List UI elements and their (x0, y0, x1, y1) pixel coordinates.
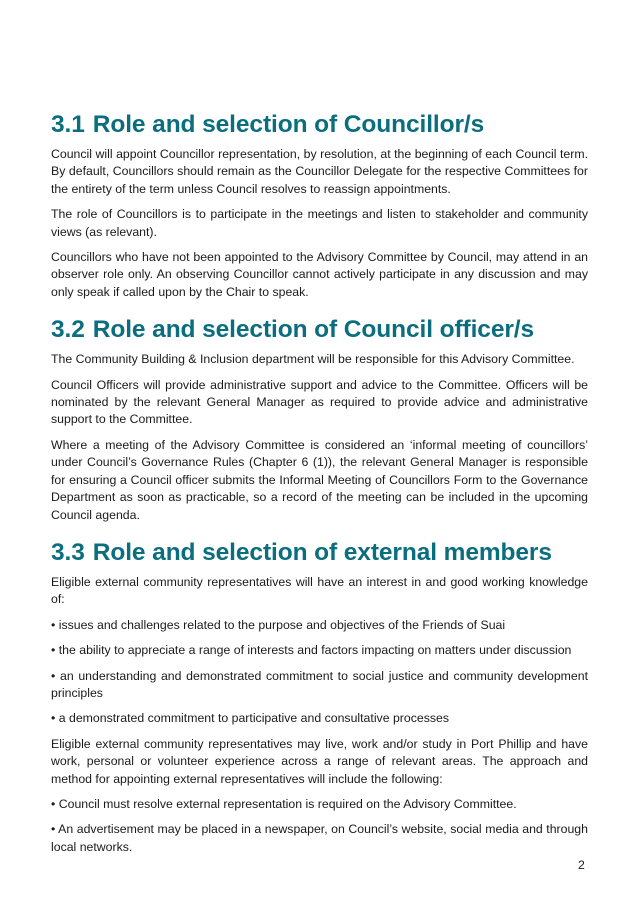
section-number: 3.1 (51, 111, 85, 138)
section-heading (51, 315, 588, 345)
bullet-item: • a demonstrated commitment to participative and consultative processes (51, 711, 449, 726)
paragraph: Councillors who have not been appointed to the Advisory Committee by Council, may attend in an observer role only. An observing Councillor cannot actively participate in any discussion and may only speak if called upon by the Chair to speak. (51, 250, 588, 299)
section-title: Role and selection of external members (92, 538, 552, 566)
section-title: Role and selection of Councillor/s (92, 111, 485, 138)
paragraph: Council will appoint Councillor representation, by resolution, at the beginning of each Council term. By default, Councillors should remain as the Councillor Delegate for the respective Committees for the entirety of the term unless Council resolves to reassign appointments. (51, 147, 588, 196)
paragraph: The Community Building & Inclusion department will be responsible for this Advisory Committee. (51, 352, 575, 367)
paragraph: Eligible external community representatives will have an interest in and good working knowledge of: (51, 574, 588, 607)
paragraph: The role of Councillors is to participate in the meetings and listen to stakeholder and community views (as relevant). (51, 207, 588, 239)
section-external-members (51, 538, 588, 856)
section-number: 3.2 (51, 316, 85, 344)
section-heading (51, 538, 588, 568)
bullet-item: • An advertisement may be placed in a newspaper, on Council’s website, social media and through local networks. (51, 822, 588, 854)
bullet-item: • an understanding and demonstrated commitment to social justice and community development principles (51, 668, 588, 700)
section-council-officers (51, 315, 588, 524)
section-number: 3.3 (51, 538, 85, 566)
section-councillors (51, 110, 588, 301)
bullet-item: • issues and challenges related to the purpose and objectives of the Friends of Suai (51, 617, 506, 632)
paragraph: Eligible external community representatives may live, work and/or study in Port Phillip and have work, personal or volunteer experience across a range of relevant areas. The approach and method for appointing external representatives will include the following: (51, 736, 588, 786)
page-number: 2 (578, 858, 585, 872)
bullet-item: • the ability to appreciate a range of interests and factors impacting on matters under discussion (51, 643, 572, 658)
section-heading (51, 110, 588, 140)
document-page (51, 110, 588, 868)
paragraph: Where a meeting of the Advisory Committee is considered an ‘informal meeting of councillors’ under Council’s Governance Rules (Chapter 6 (1)), the relevant General Manager is responsible for ensuring a Council officer submits the Informal Meeting of Councillors Form to the Governance Department as soon as practicable, so a record of the meeting can be included in the upcoming Council agenda. (51, 437, 588, 522)
bullet-item: • Council must resolve external representation is required on the Advisory Committee. (51, 796, 517, 811)
section-title: Role and selection of Council officer/s (92, 316, 535, 344)
paragraph: Council Officers will provide administrative support and advice to the Committee. Officers will be nominated by the relevant General Manager as required to provide advice and administrative support to the Committee. (51, 377, 588, 427)
